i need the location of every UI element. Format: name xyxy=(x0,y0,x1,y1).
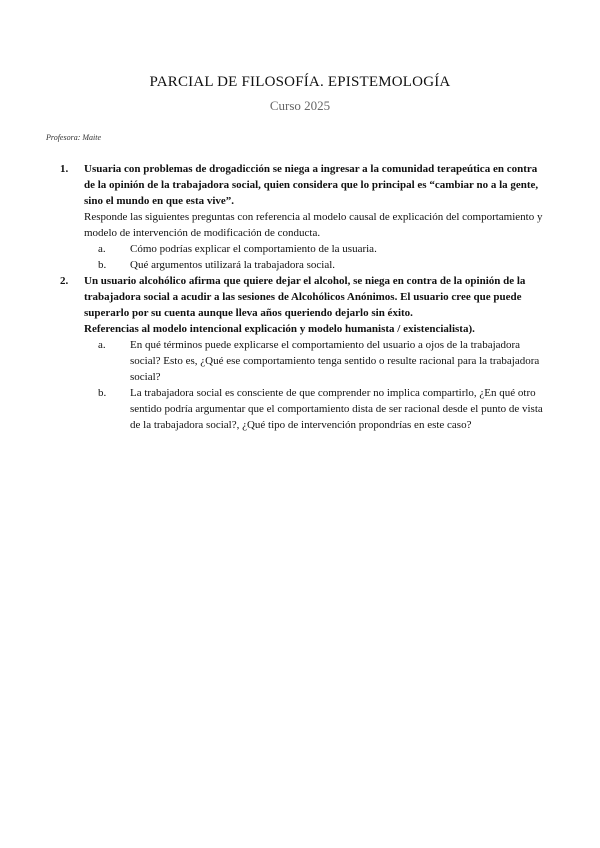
subquestion-letter: a. xyxy=(98,339,106,351)
subquestion-a xyxy=(98,241,550,257)
question-number: 2. xyxy=(60,275,69,287)
subquestion-text: En qué términos puede explicarse el comportamiento del usuario a ojos de la trabajadora social? Esto es, ¿Qué ese comportamiento tenga sentido o resulte racional para la trabajadora social? xyxy=(130,339,540,383)
subquestion-b xyxy=(98,385,550,433)
subquestion-letter: b. xyxy=(98,387,107,399)
subquestion-b xyxy=(98,257,550,273)
question-number: 1. xyxy=(60,163,69,175)
subquestion-text: La trabajadora social es consciente de que comprender no implica compartirlo, ¿En qué otro sentido podría argumentar que el comportamiento dista de ser racional desde el punto de vista de la trabajadora social?, ¿Qué tipo de intervención propondrías en este caso? xyxy=(130,387,543,431)
subquestion-text: Cómo podrías explicar el comportamiento de la usuaria. xyxy=(130,243,377,255)
course-year: Curso 2025 xyxy=(269,98,331,113)
question-instruction: Responde las siguientes preguntas con referencia al modelo causal de explicación del comportamiento y modelo de intervención de modificación de conducta. xyxy=(84,211,543,239)
question-2 xyxy=(60,273,550,433)
question-prompt: Un usuario alcohólico afirma que quiere dejar el alcohol, se niega en contra de la opinión de la trabajadora social a acudir a las sesiones de Alcohólicos Anónimos. El usuario cree que puede superarlo por su cuenta aunque lleva años queriendo dejarlo sin éxito. xyxy=(84,275,526,319)
page-title: PARCIAL DE FILOSOFÍA. EPISTEMOLOGÍA xyxy=(149,74,451,90)
subquestion-list xyxy=(84,337,550,433)
question-prompt: Usuaria con problemas de drogadicción se niega a ingresar a la comunidad terapeútica en contra de la opinión de la trabajadora social, quien considera que lo principal es “cambiar no a la gente, sino el mundo en que esta vive”. xyxy=(84,163,539,207)
subquestion-a xyxy=(98,337,550,385)
subquestion-list xyxy=(84,241,550,273)
subquestion-text: Qué argumentos utilizará la trabajadora social. xyxy=(130,259,336,271)
question-1 xyxy=(60,161,550,273)
question-instruction: Referencias al modelo intencional explicación y modelo humanista / existencialista). xyxy=(84,323,475,335)
teacher-name: Profesora: Maite xyxy=(46,133,102,142)
subquestion-letter: b. xyxy=(98,259,107,271)
question-list xyxy=(60,161,550,433)
subquestion-letter: a. xyxy=(98,243,106,255)
